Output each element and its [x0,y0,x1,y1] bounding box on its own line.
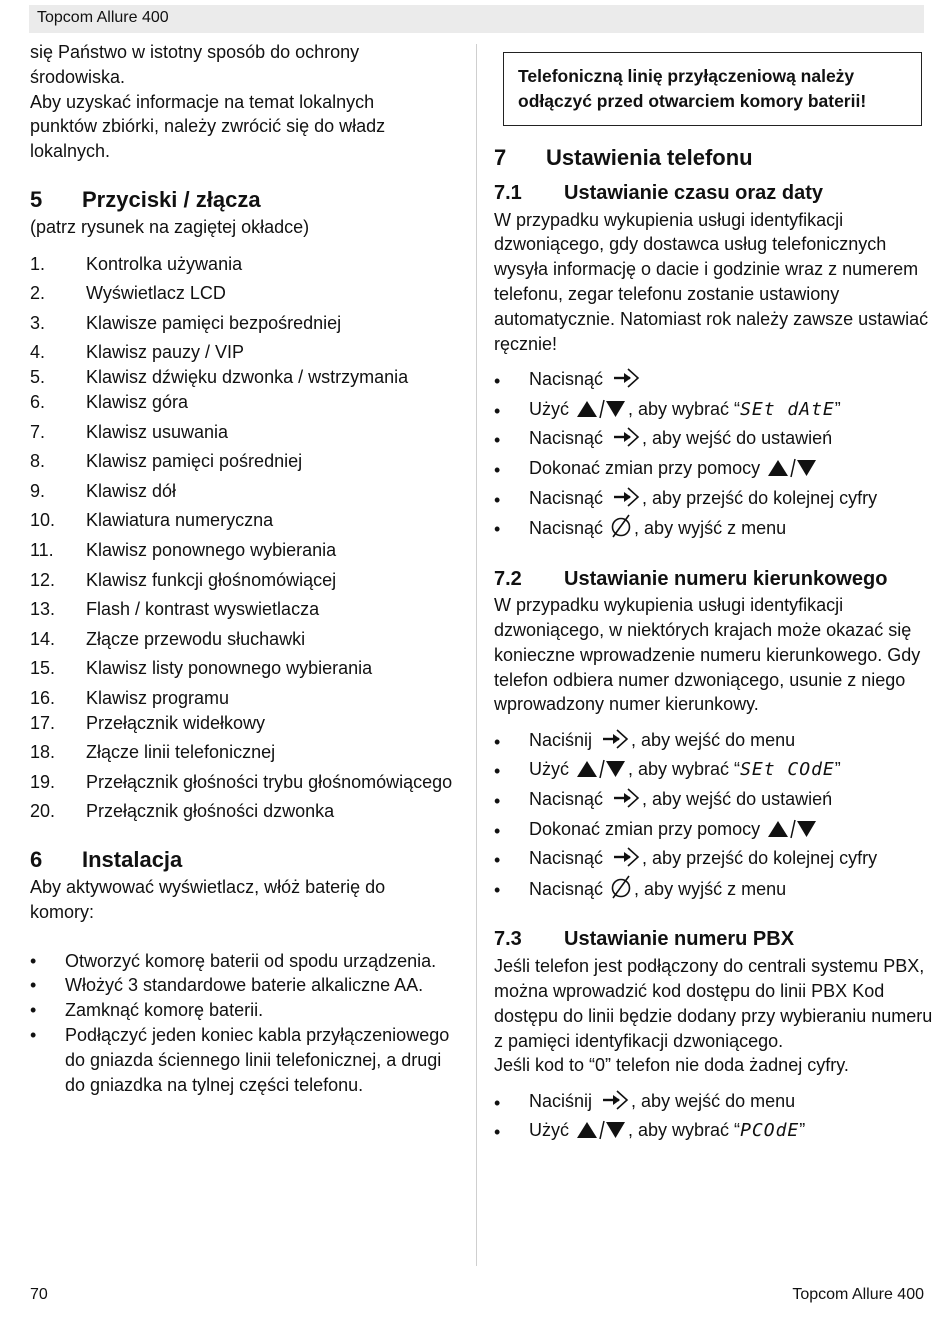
list-item [30,538,470,563]
step-item [494,846,934,876]
item-label: Przełącznik głośności trybu głośnomówiącego [86,771,453,792]
up-down-icon [576,399,626,426]
cancel-icon [610,514,632,545]
item-number: 10. [30,510,56,531]
bullet-text: Podłączyć jeden koniec kabla przyłączeniowego do gniazda ściennego linii telefonicznej, a drugi do gniazdka na tylnej części telefonu. [65,1025,450,1095]
cancel-icon [610,875,632,906]
item-label: Klawisz dół [86,480,177,501]
step-text: Naciśnij , aby wejść do menu [529,728,795,757]
item-label: Klawisz pamięci pośredniej [86,451,303,472]
enter-icon [610,787,640,816]
lcd-display-text: PCOdE [740,1120,800,1142]
step-item [494,876,934,906]
item-number: 12. [30,569,56,590]
section-7-1-body: W przypadku wykupienia usługi identyfikacji dzwoniącego, gdy dostawca usług telefonicznych wysyła informację o dacie i godzinie wraz z numerem telefonu, zegar telefonu zostanie ustawiony automatycznie. Natomiast rok należy zawsze ustawiać ręcznie! [494,209,929,354]
item-number: 7. [30,421,46,442]
buttons-list [30,252,470,825]
enter-icon [599,728,629,757]
step-item [494,426,934,456]
list-item [30,508,470,533]
bullet: • [494,820,501,841]
item-number: 2. [30,283,46,304]
section-7-2-body: W przypadku wykupienia usługi identyfikacji dzwoniącego, w niektórych krajach może okazać się konieczne wprowadzenie numeru kierunkowego. Gdy telefon odbiera numer dzwoniącego, usunie z niego wprowadzony numer kierunkowy. [494,595,921,715]
lcd-display-text: SEt COdE [740,759,835,781]
page-header [29,5,924,33]
bullet: • [494,519,501,540]
step-item [494,727,934,757]
list-item [30,365,470,390]
item-number: 11. [30,539,54,560]
section-7-3-heading: 7.3 Ustawianie numeru PBX [494,928,795,951]
item-number: 1. [30,253,46,274]
list-item [30,252,470,277]
item-label: Kontrolka używania [86,253,243,274]
bullet: • [30,975,37,996]
item-number: 9. [30,480,46,501]
step-text: Nacisnąć , aby wejść do ustawień [529,426,832,455]
item-number: 3. [30,312,46,333]
item-label: Wyświetlacz LCD [86,283,226,304]
item-number: 4. [30,342,46,363]
item-label: Klawisz listy ponownego wybierania [86,658,373,679]
enter-icon [610,426,640,455]
bullet: • [494,370,501,391]
warning-box [503,52,922,126]
bullet: • [494,400,501,421]
list-item [30,740,470,765]
item-label: Klawisz funkcji głośnomówiącej [86,569,337,590]
item-label: Klawisz góra [86,391,189,412]
list-item [30,568,470,593]
enter-icon [610,486,640,515]
installation-steps [30,949,470,1098]
step-text: Naciśnij , aby wejść do menu [529,1089,795,1118]
enter-icon [610,846,640,875]
step-item [494,816,934,846]
section-7-heading: 7 Ustawienia telefonu [494,145,753,170]
item-number: 19. [30,771,56,792]
item-label: Klawisz dźwięku dzwonka / wstrzymania [86,367,409,388]
header-title: Topcom Allure 400 [37,9,169,26]
list-item [30,340,470,365]
item-number: 8. [30,451,46,472]
step-item [494,1088,934,1118]
bullet: • [494,880,501,901]
item-number: 6. [30,391,46,412]
step-text: Nacisnąć , aby przejść do kolejnej cyfry [529,846,877,875]
section-7-3-body: Jeśli telefon jest podłączony do centrali systemu PBX, można wprowadzić kod dostępu do linii PBX Kod dostępu do linii będzie dodany przy wybieraniu numeru z pamięci identyfikacji dzwoniącego. [494,956,933,1051]
left-column [30,38,470,1097]
bullet-text: Otworzyć komorę baterii od spodu urządzenia. [65,950,437,971]
section-7-1-steps [494,366,934,544]
item-label: Złącze przewodu słuchawki [86,628,306,649]
step-text: Nacisnąć , aby wejść do ustawień [529,787,832,816]
step-text: Nacisnąć , aby wyjść z menu [529,875,786,906]
step-text: Nacisnąć [529,367,642,396]
warning-text: Telefoniczną linię przyłączeniową należy odłączyć przed otwarciem komory baterii! [518,66,867,111]
page-number: 70 [30,1286,48,1303]
section-7-2-heading: 7.2 Ustawianie numeru kierunkowego [494,567,888,590]
item-label: Złącze linii telefonicznej [86,742,276,763]
step-item [494,366,934,396]
step-text: Nacisnąć , aby przejść do kolejnej cyfry [529,486,877,515]
item-label: Klawisz programu [86,687,230,708]
bullet: • [494,489,501,510]
step-item [494,455,934,485]
section-7-3-steps [494,1088,934,1147]
list-item [30,973,470,998]
list-item [30,998,470,1023]
item-number: 17. [30,712,56,733]
list-item [30,311,470,336]
bullet-text: Włożyć 3 standardowe baterie alkaliczne AA. [65,975,424,996]
footer-product: Topcom Allure 400 [792,1286,924,1303]
list-item [30,281,470,306]
list-item [30,449,470,474]
list-item [30,770,470,795]
item-label: Flash / kontrast wyswietlacza [86,599,320,620]
list-item [30,390,470,415]
step-text: Dokonać zmian przy pomocy [529,817,819,846]
bullet: • [494,1092,501,1113]
up-down-icon [767,819,817,846]
bullet: • [494,430,501,451]
step-item [494,396,934,426]
section-5-subtitle: (patrz rysunek na zagiętej okładce) [30,216,310,237]
list-item [30,420,470,445]
item-label: Klawisz ponownego wybierania [86,539,337,560]
list-item [30,949,470,974]
step-item [494,757,934,787]
step-text: Użyć , aby wybrać “SEt COdE” [529,757,841,786]
item-number: 14. [30,628,56,649]
item-number: 13. [30,599,56,620]
bullet: • [30,1000,37,1021]
list-item [30,656,470,681]
bullet: • [494,459,501,480]
step-text: Nacisnąć , aby wyjść z menu [529,514,786,545]
step-text: Użyć , aby wybrać “SEt dAtE” [529,397,841,426]
bullet: • [494,731,501,752]
step-text: Dokonać zmian przy pomocy [529,456,819,485]
item-label: Klawiatura numeryczna [86,510,274,531]
list-item [30,479,470,504]
bullet: • [494,850,501,871]
step-text: Użyć , aby wybrać “PCOdE” [529,1118,805,1147]
bullet-text: Zamknąć komorę baterii. [65,1000,264,1021]
item-label: Przełącznik widełkowy [86,712,266,733]
section-7-1-heading: 7.1 Ustawianie czasu oraz daty [494,181,823,204]
enter-icon [599,1089,629,1118]
section-6-heading: 6 Instalacja [30,847,183,873]
list-item [30,627,470,652]
item-label: Przełącznik głośności dzwonka [86,801,335,822]
right-column [494,38,934,1148]
list-item [30,597,470,622]
step-item [494,1118,934,1148]
section-6-intro: Aby aktywować wyświetlacz, włóż baterię do komory: [30,877,386,922]
list-item [30,711,470,736]
list-item [30,799,470,824]
up-down-icon [576,759,626,786]
step-item [494,485,934,515]
bullet: • [30,950,37,971]
up-down-icon [767,458,817,485]
item-label: Klawisze pamięci bezpośredniej [86,312,342,333]
section-5-heading: 5 Przyciski / złącza [30,186,261,212]
list-item [30,686,470,711]
enter-icon [610,367,640,396]
column-divider [476,44,477,1266]
section-7-3-body2: Jeśli kod to “0” telefon nie doda żadnej cyfry. [494,1055,849,1076]
bullet: • [494,1122,501,1143]
item-number: 16. [30,687,56,708]
item-label: Klawisz usuwania [86,421,229,442]
bullet: • [494,791,501,812]
step-item [494,787,934,817]
item-label: Klawisz pauzy / VIP [86,342,245,363]
bullet: • [30,1025,37,1046]
step-item [494,515,934,545]
item-number: 18. [30,742,56,763]
intro-paragraph: się Państwo w istotny sposób do ochrony środowiska. Aby uzyskać informacje na temat lokalnych punktów zbiórki, należy zwrócić się do władz lokalnych. [30,42,386,162]
up-down-icon [576,1120,626,1147]
bullet: • [494,761,501,782]
list-item [30,1023,470,1097]
section-7-2-steps [494,727,934,905]
item-number: 15. [30,658,56,679]
item-number: 20. [30,801,56,822]
item-number: 5. [30,367,46,388]
lcd-display-text: SEt dAtE [740,398,835,420]
